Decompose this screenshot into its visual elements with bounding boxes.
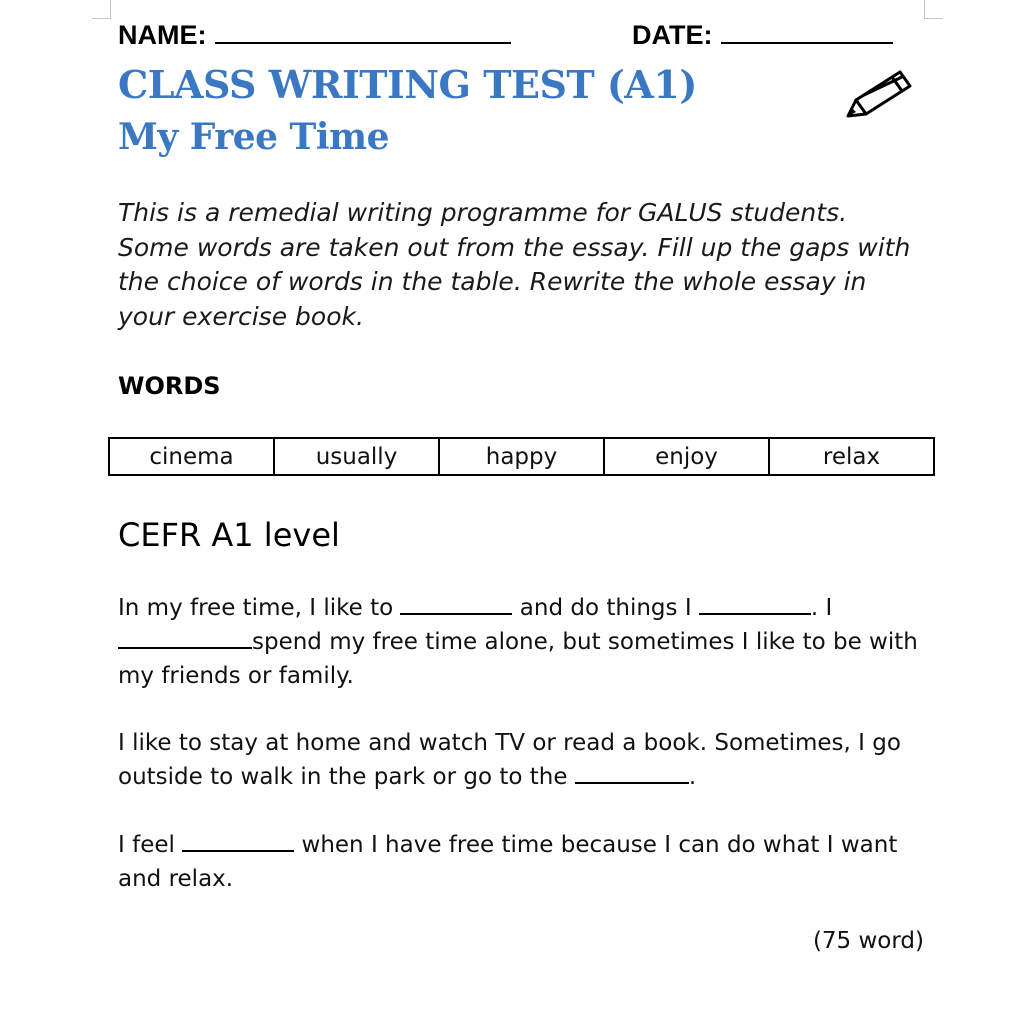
gap-blank-3[interactable]	[118, 625, 252, 649]
essay-text: when I have free time because I can do what I want and relax.	[118, 832, 898, 892]
essay-paragraph-1	[118, 591, 928, 693]
test-subtitle: My Free Time	[118, 116, 389, 158]
word-cell: cinema	[109, 438, 274, 475]
pencil-icon	[842, 64, 918, 124]
gap-blank-1[interactable]	[400, 591, 512, 615]
gap-blank-4[interactable]	[575, 760, 689, 784]
essay-text: I feel	[118, 832, 175, 858]
essay-text: In my free time, I like to	[118, 595, 394, 621]
word-cell: happy	[439, 438, 604, 475]
essay-text: I like to stay at home and watch TV or read a book. Sometimes, I go outside to walk in the park or go to the	[118, 730, 901, 790]
word-cell: enjoy	[604, 438, 769, 475]
essay-text: spend my free time alone, but sometimes I like to be with my friends or family.	[118, 629, 918, 689]
word-cell: relax	[769, 438, 934, 475]
word-bank-row	[109, 438, 934, 475]
word-bank-table	[108, 437, 935, 476]
essay-text: . I	[810, 595, 833, 621]
essay-text: .	[688, 764, 697, 790]
date-blank-line[interactable]	[721, 18, 893, 44]
word-count: (75 word)	[812, 928, 924, 954]
gap-blank-5[interactable]	[182, 828, 294, 852]
name-label: NAME:	[118, 20, 207, 50]
essay-paragraph-3	[118, 828, 928, 896]
test-title: CLASS WRITING TEST (A1)	[118, 62, 697, 107]
crop-mark-right	[924, 0, 943, 19]
instructions-text: This is a remedial writing programme for GALUS students. Some words are taken out from the essay. Fill up the gaps with the choice of words in the table. Rewrite the whole essay in your exercise book.	[118, 198, 911, 331]
gap-blank-2[interactable]	[699, 591, 811, 615]
word-cell: usually	[274, 438, 439, 475]
name-field	[118, 18, 511, 51]
level-heading: CEFR A1 level	[118, 516, 340, 554]
date-field	[632, 18, 893, 51]
date-label: DATE:	[632, 20, 713, 50]
name-blank-line[interactable]	[215, 18, 511, 44]
crop-mark-left	[92, 0, 111, 19]
words-heading: WORDS	[118, 372, 221, 400]
essay-paragraph-2	[118, 726, 928, 794]
essay-text: and do things I	[519, 595, 692, 621]
